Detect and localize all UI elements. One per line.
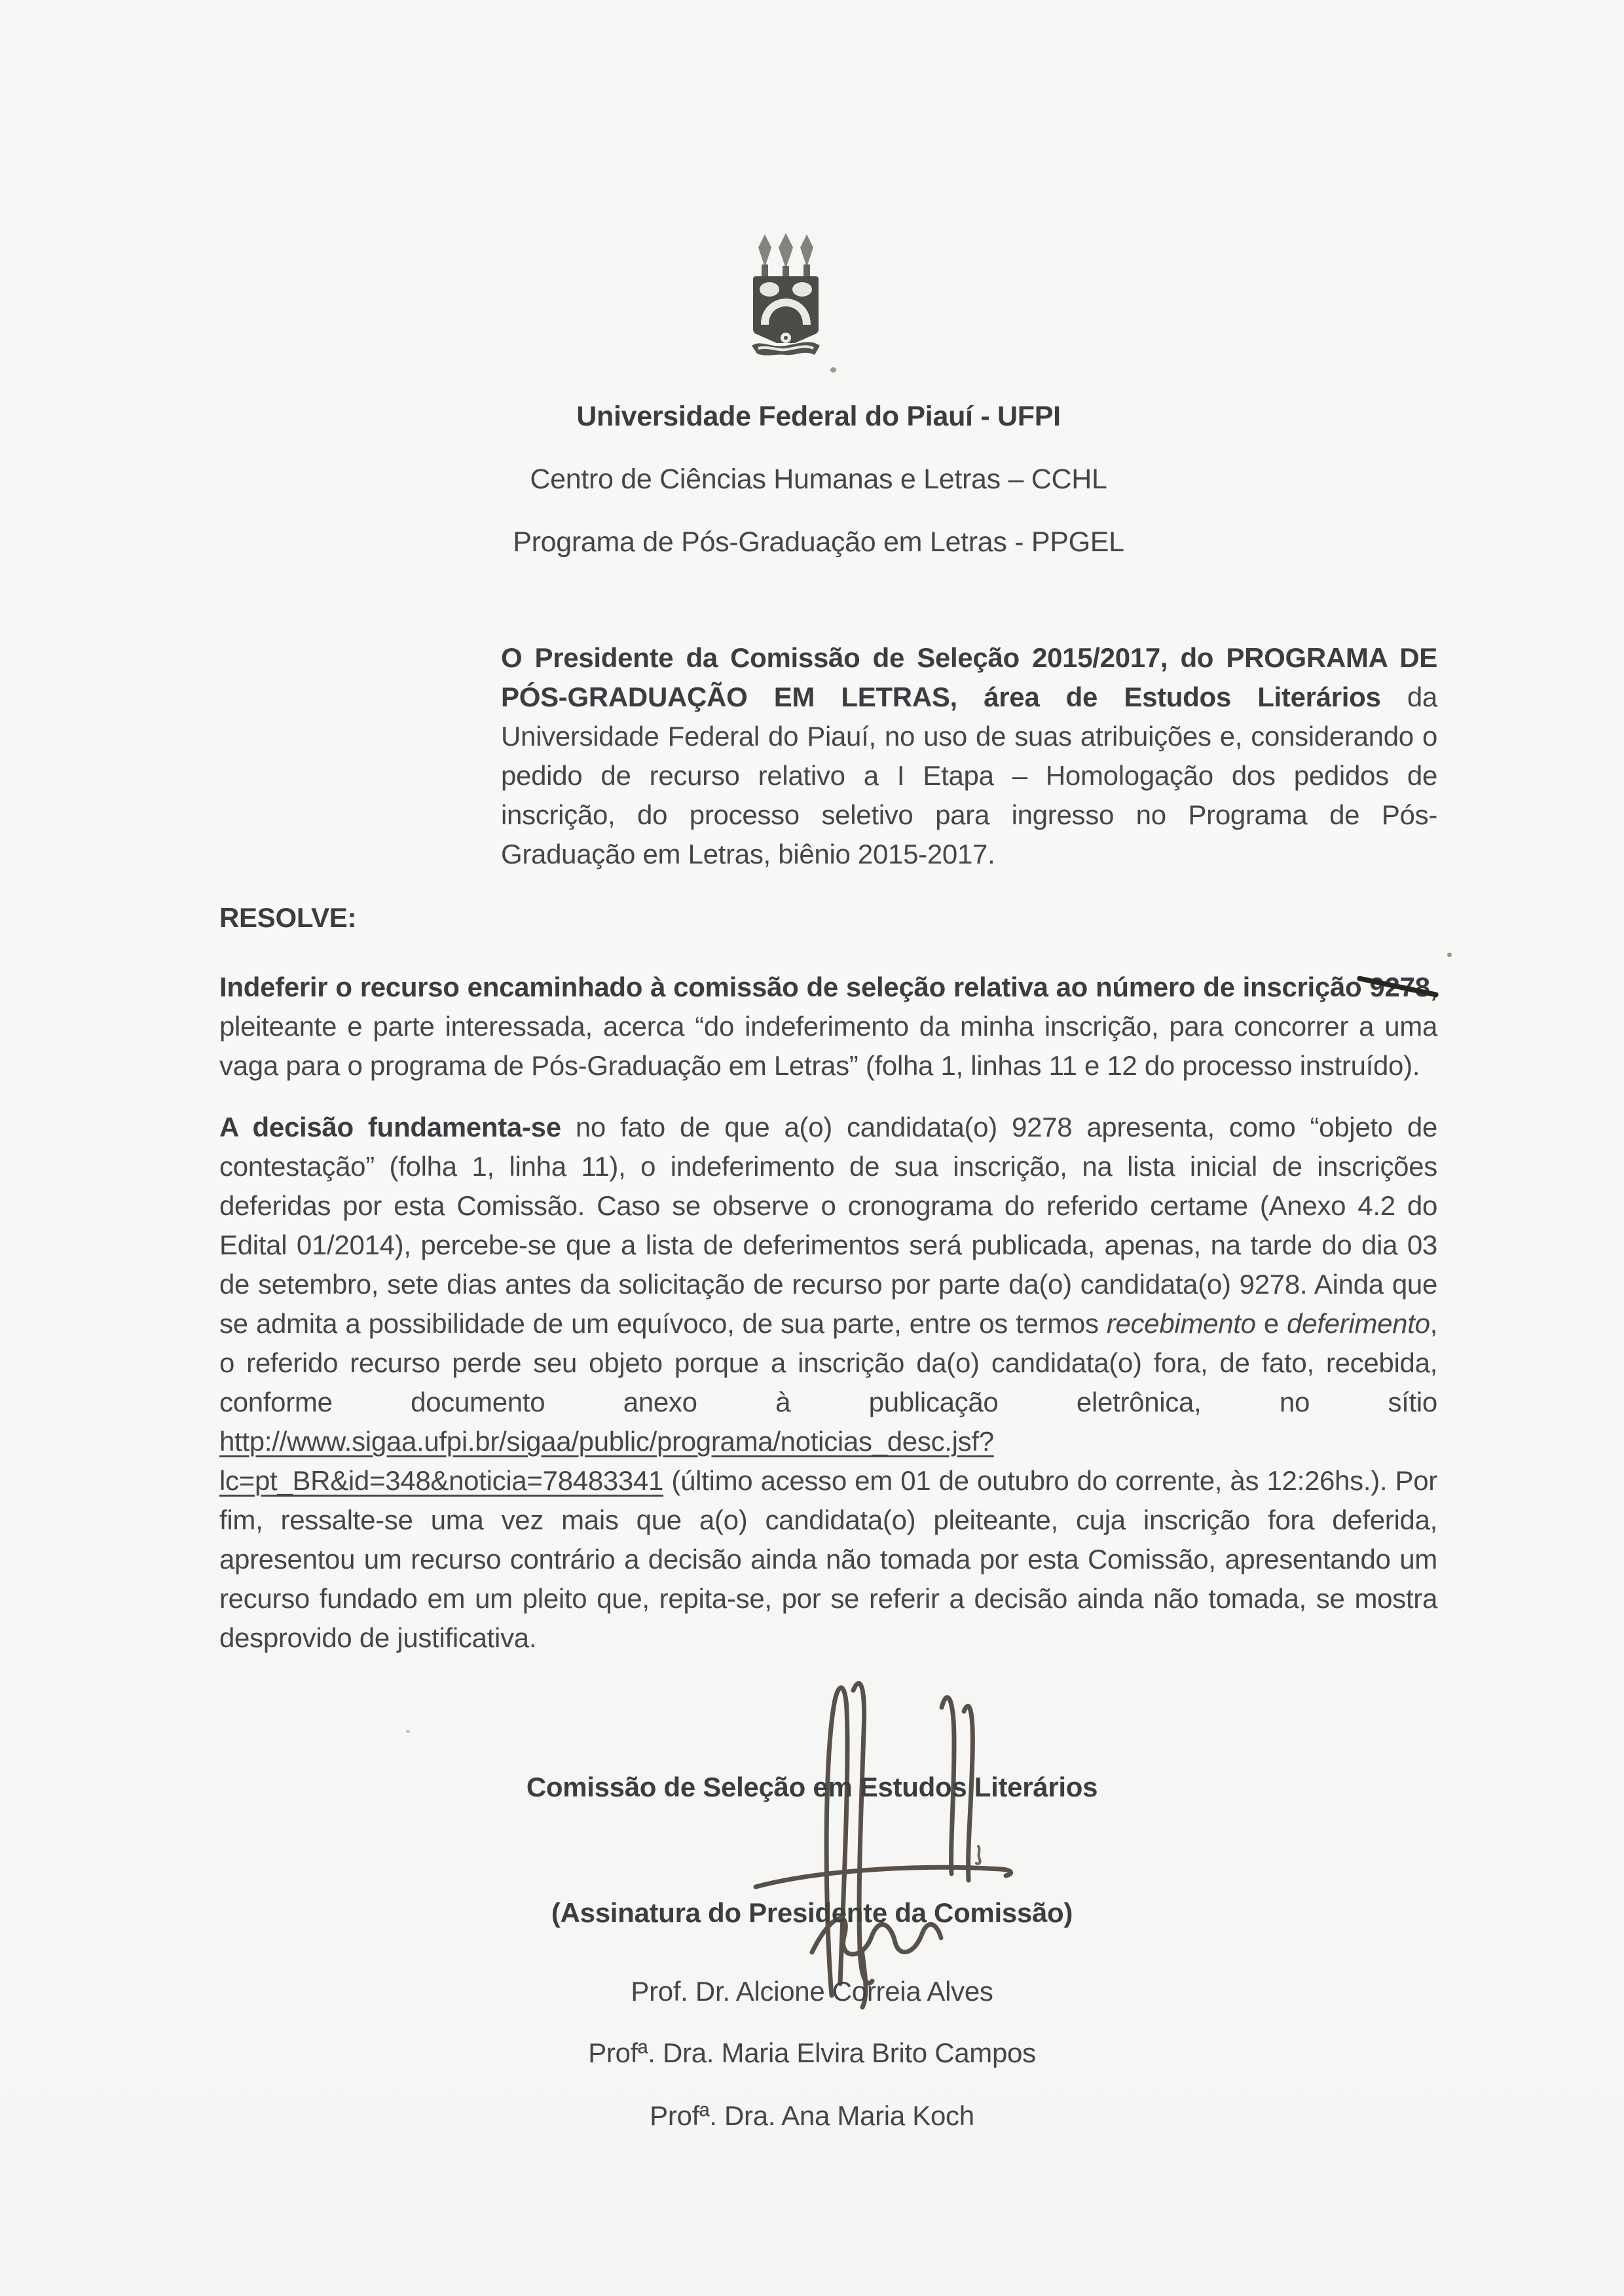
decision-rest-text: pleiteante e parte interessada, acerca “do indeferimento da minha inscrição, para concorrer a uma vaga para o programa de Pós-Graduação em Letras” (folha 1, linhas 11 e 12 do processo instruído). bbox=[219, 1011, 1437, 1081]
handwritten-signature bbox=[733, 1669, 1022, 2010]
preamble-rest-text: da Universidade Federal do Piauí, no uso de suas atribuições e, considerando o pedido de recurso relativo a I Etapa – Homologação dos pedidos de inscrição, do processo seletivo para ingresso no Programa de Pós-Graduação em Letras, biênio 2015-2017. bbox=[501, 682, 1437, 869]
signatory-name-member-1: Profª. Dra. Maria Elvira Brito Campos bbox=[588, 2037, 1036, 2068]
justification-part1: no fato de que a(o) candidata(o) 9278 apresenta, como “objeto de contestação” (folha 1, linha 11), o indeferimento de sua inscrição, na lista inicial de inscrições deferidas por esta Comissão. Caso se observe o cronograma do referido certame (Anexo 4.2 do Edital 01/2014), percebe-se que a lista de deferimentos será publicada, apenas, na tarde do dia 03 de setembro, sete dias antes da solicitação de recurso por parte da(o) candidata(o) 9278. Ainda que se admita a possibilidade de um equívoco, de sua parte, entre os termos bbox=[219, 1112, 1438, 1339]
decision-bold-text: Indeferir o recurso encaminhado à comissão de seleção relativa ao número de inscrição bbox=[219, 972, 1370, 1002]
scan-speck bbox=[406, 1730, 410, 1733]
center-name: Centro de Ciências Humanas e Letras – CCHL bbox=[530, 464, 1107, 495]
preamble-bold-text: O Presidente da Comissão de Seleção 2015/2017, do PROGRAMA DE PÓS-GRADUAÇÃO EM LETRAS, área de Estudos Literários bbox=[501, 642, 1437, 712]
justification-paragraph bbox=[219, 1108, 1437, 1658]
term-recebimento: recebimento bbox=[1106, 1308, 1256, 1339]
ufpi-coat-of-arms-logo bbox=[752, 233, 820, 367]
committee-name: Comissão de Seleção em Estudos Literários bbox=[526, 1772, 1098, 1802]
signatory-name-president: Prof. Dr. Alcione Correia Alves bbox=[631, 1976, 993, 2007]
resolve-heading: RESOLVE: bbox=[219, 902, 357, 933]
justification-part2: , o referido recurso perde seu objeto porque a inscrição da(o) candidata(o) fora, de fato, recebida, conforme documento anexo à publicação eletrônica, no sítio bbox=[219, 1308, 1438, 1417]
signature-caption: (Assinatura do Presidente da Comissão) bbox=[551, 1897, 1073, 1928]
scan-speck bbox=[830, 367, 836, 373]
sigaa-url-link[interactable]: http://www.sigaa.ufpi.br/sigaa/public/programa/noticias_desc.jsf?lc=pt_BR&id=348&noticia=78483341 bbox=[219, 1426, 994, 1496]
preamble-paragraph bbox=[501, 638, 1437, 874]
scan-speck bbox=[1447, 953, 1452, 957]
document-header bbox=[0, 385, 1624, 574]
justification-conjunction: e bbox=[1255, 1308, 1287, 1339]
struck-inscription-number: 9278 bbox=[1369, 972, 1430, 1002]
decision-bold-comma: , bbox=[1430, 972, 1437, 1002]
pen-mark bbox=[972, 1845, 987, 1867]
term-deferimento: deferimento bbox=[1287, 1308, 1430, 1339]
program-name: Programa de Pós-Graduação em Letras - PPGEL bbox=[513, 526, 1124, 558]
justification-bold-text: A decisão fundamenta-se bbox=[219, 1112, 561, 1142]
signatory-name-member-2: Profª. Dra. Ana Maria Koch bbox=[650, 2100, 974, 2131]
justification-part3: (último acesso em 01 de outubro do corrente, às 12:26hs.). Por fim, ressalte-se uma vez mais que a(o) candidata(o) pleiteante, cuja inscrição fora deferida, apresentou um recurso contrário a decisão ainda não tomada por esta Comissão, apresentando um recurso fundado em um pleito que, repita-se, por se referir a decisão ainda não tomada, se mostra desprovido de justificativa. bbox=[219, 1465, 1437, 1653]
university-name: Universidade Federal do Piauí - UFPI bbox=[576, 401, 1061, 432]
decision-paragraph bbox=[219, 968, 1437, 1085]
